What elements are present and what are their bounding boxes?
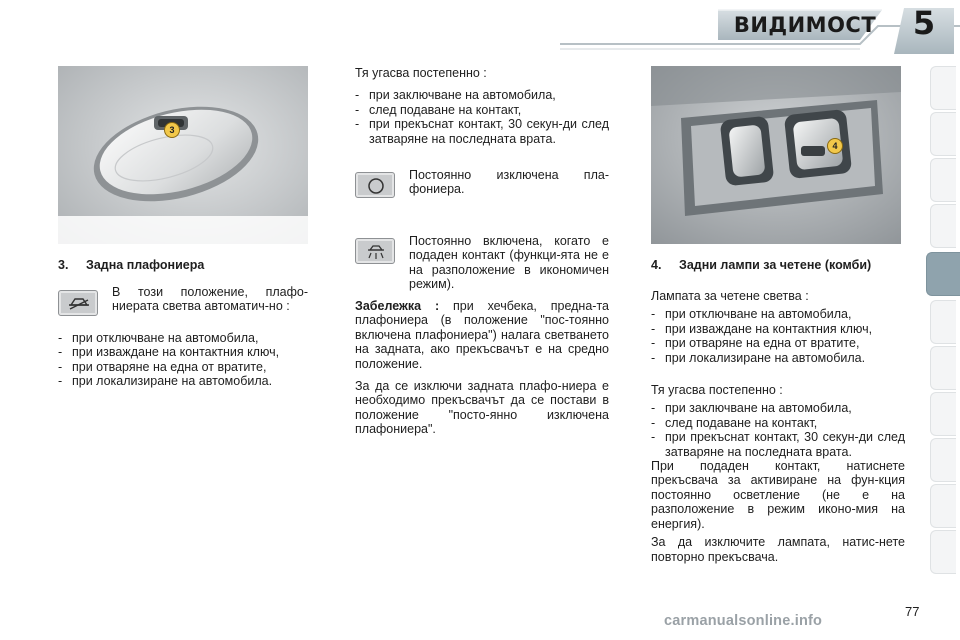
section-4-fade-out-heading: Тя угасва постепенно : [651,383,783,398]
note-block [355,299,609,437]
callout-marker: 4 [827,138,843,154]
rear-courtesy-lamp-photo [58,66,308,244]
chapter-title: ВИДИМОСТ [733,13,877,37]
list-item: - при локализиране на автомобила. [651,351,905,365]
chapter-tab[interactable] [930,484,956,528]
section-4-heading [651,258,905,272]
switch-off-instruction: За да изключите лампата, натис-нете повторно прекъсвача. [651,535,905,564]
fade-out-heading: Тя угасва постепенно : [355,66,487,80]
turn-off-instruction: За да се изключи задната плафо-ниера е необходимо прекъсвачът да се постави в положение "посто-янно изключена плафониера". [355,379,609,437]
section-3-title: Задна плафониера [86,258,205,272]
list-item: - след подаване на контакт, [355,103,609,117]
chapter-tab-active[interactable] [926,252,960,296]
rear-reading-lamp-photo [651,66,901,244]
list-item: - при отключване на автомобила, [58,331,308,345]
list-item: - при прекъснат контакт, 30 секун-ди след затваряне на последната врата. [651,430,905,459]
section-3-heading [58,258,308,272]
chapter-tab[interactable] [930,158,956,202]
list-item: - при отваряне на една от вратите, [651,336,905,350]
always-off-description [409,168,609,197]
chapter-tab[interactable] [930,66,956,110]
chapter-tab[interactable] [930,438,956,482]
list-item: - при локализиране на автомобила. [58,374,308,388]
section-4-title: Задни лампи за четене (комби) [679,258,872,272]
always-on-description [409,234,609,292]
section-4-number: 4. [651,258,662,272]
page-number: 77 [905,604,920,619]
section-3-on-list [58,331,308,389]
chapter-tab[interactable] [930,112,956,156]
note-text: при хечбека, предна-та плафониера (в положение "пос-тоянно включена плафониера") налага светването на задната, ако прекъсвачът е на средно положение. [355,299,609,371]
list-item: - при заключване на автомобила, [355,88,609,102]
section-3-number: 3. [58,258,69,272]
section-4-intro: Лампата за четене светва : [651,289,809,303]
section-4-body [651,289,905,564]
always-on-text: Постоянно включена, когато е подаден контакт (функци-ята не е на разположение в икономичен режим). [409,234,609,292]
list-item: - при изваждане на контактния ключ, [651,322,905,336]
fade-out-block [355,66,609,146]
callout-marker: 3 [164,122,180,138]
auto-position-switch-icon [58,290,98,316]
section-3-intro-text: В този положение, плафо-ниерата светва автоматич-но : [112,285,308,314]
note-label: Забележка : [355,299,440,313]
section-3-intro [112,285,308,314]
list-item: - при прекъснат контакт, 30 секун-ди след затваряне на последната врата. [355,117,609,146]
chapter-tab[interactable] [930,530,956,574]
chapter-tab[interactable] [930,346,956,390]
permanent-light-instruction: При подаден контакт, натиснете прекъсвача за активиране на фун-кция постоянно осветление (не е на разположение в режим иконо-мия на енергия). [651,459,905,531]
list-item: - при отключване на автомобила, [651,307,905,321]
always-on-switch-icon [355,238,395,264]
always-off-text: Постоянно изключена пла-фониера. [409,168,609,197]
chapter-tab[interactable] [930,392,956,436]
always-off-switch-icon [355,172,395,198]
chapter-tabs [926,66,960,576]
chapter-tab[interactable] [930,204,956,248]
list-item: - при отваряне на една от вратите, [58,360,308,374]
list-item: - при заключване на автомобила, [651,401,905,415]
chapter-number: 5 [912,4,936,42]
watermark: carmanualsonline.info [664,613,823,629]
list-item: - след подаване на контакт, [651,416,905,430]
list-item: - при изваждане на контактния ключ, [58,345,308,359]
chapter-tab[interactable] [930,300,956,344]
